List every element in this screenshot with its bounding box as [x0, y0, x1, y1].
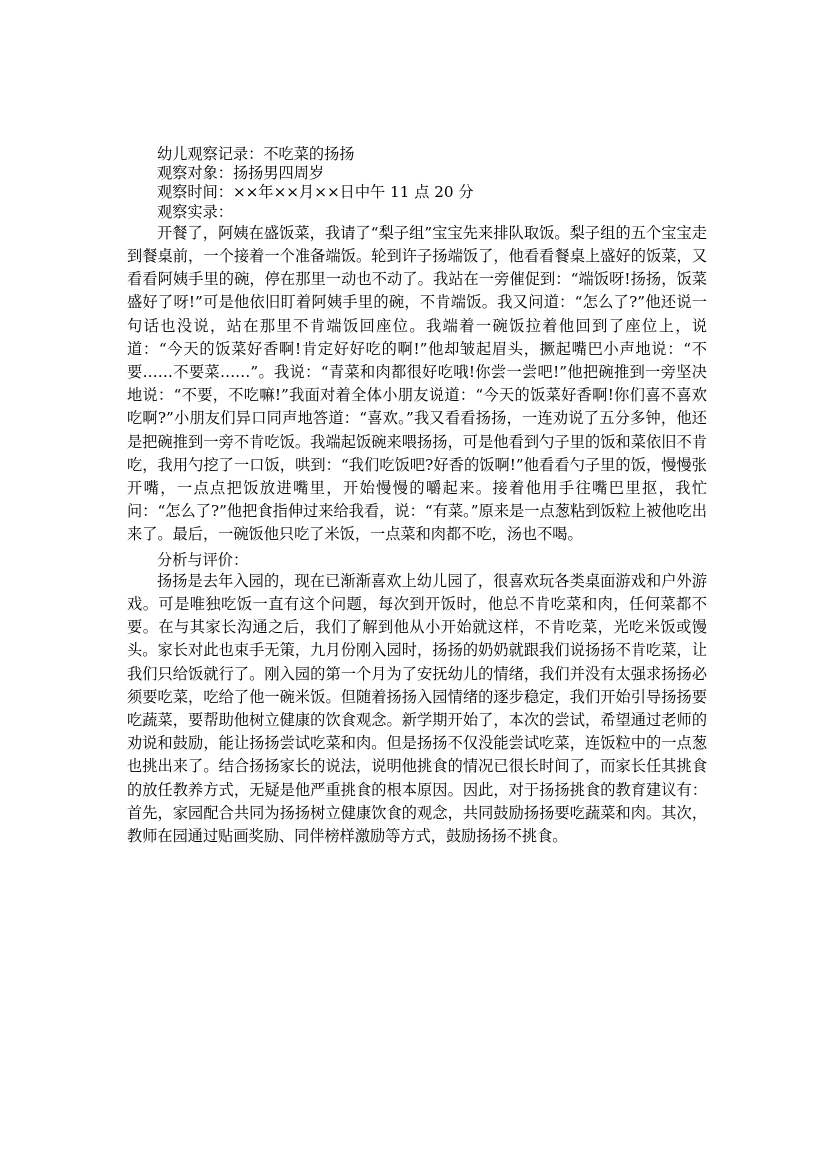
analysis-body: 扬扬是去年入园的，现在已渐渐喜欢上幼儿园了，很喜欢玩各类桌面游戏和户外游戏。可是唯独吃饭一直有这个问题，每次到开饭时，他总不肯吃菜和肉，任何菜都不要。在与其家长沟通之后，我们了解到他从小开始就这样，不肯吃菜，光吃米饭或馒头。家长对此也束手无策，九月份刚入园时，扬扬的奶奶就跟我们说扬扬不肯吃菜，让我们只给饭就行了。刚入园的第一个月为了安抚幼儿的情绪，我们并没有太强求扬扬必须要吃菜，吃给了他一碗米饭。但随着扬扬入园情绪的逐步稳定，我们开始引导扬扬要吃蔬菜，要帮助他树立健康的饮食观念。新学期开始了，本次的尝试，希望通过老师的劝说和鼓励，能让扬扬尝试吃菜和肉。但是扬扬不仅没能尝试吃菜，连饭粒中的一点葱也挑出来了。结合扬扬家长的说法，说明他挑食的情况已很长时间了，而家长任其挑食的放任教养方式，无疑是他严重挑食的根本原因。因此，对于扬扬挑食的教育建议有：首先，家园配合共同为扬扬树立健康饮食的观念，共同鼓励扬扬要吃蔬菜和肉。其次，教师在园通过贴画奖励、同伴榜样激励等方式，鼓励扬扬不挑食。	[127, 571, 707, 846]
document-title: 幼儿观察记录：不吃菜的扬扬	[157, 145, 355, 163]
record-heading: 观察实录：	[157, 202, 233, 221]
observation-subject: 观察对象：扬扬男四周岁	[157, 164, 325, 183]
document-page	[127, 145, 707, 848]
analysis-heading: 分析与评价：	[157, 550, 249, 569]
observation-time: 观察时间：××年××月××日中午 11 点 20 分	[157, 183, 474, 202]
record-body: 开餐了，阿姨在盛饭菜，我请了“梨子组”宝宝先来排队取饭。梨子组的五个宝宝走到餐桌前，一个接着一个准备端饭。轮到许子扬端饭了，他看看餐桌上盛好的饭菜，又看看阿姨手里的碗，停在那里一动也不动了。我站在一旁催促到：“端饭呀!扬扬，饭菜盛好了呀!”可是他依旧盯着阿姨手里的碗，不肯端饭。我又问道：“怎么了?”他还说一句话也没说，站在那里不肯端饭回座位。我端着一碗饭拉着他回到了座位上，说道：“今天的饭菜好香啊!肯定好好吃的啊!”他却皱起眉头，撅起嘴巴小声地说：“不要……不要菜……”。我说：“青菜和肉都很好吃哦!你尝一尝吧!”他把碗推到一旁坚决地说：“不要，不吃嘛!”我面对着全体小朋友说道：“今天的饭菜好香啊!你们喜不喜欢吃啊?”小朋友们异口同声地答道：“喜欢。”我又看看扬扬，一连劝说了五分多钟，他还是把碗推到一旁不肯吃饭。我端起饭碗来喂扬扬，可是他看到勺子里的饭和菜依旧不肯吃，我用勺挖了一口饭，哄到：“我们吃饭吧?好香的饭啊!”他看看勺子里的饭，慢慢张开嘴，一点点把饭放进嘴里，开始慢慢的嚼起来。接着他用手往嘴巴里抠，我忙问：“怎么了?”他把食指伸过来给我看，说：“有菜。”原来是一点葱粘到饭粒上被他吃出来了。最后，一碗饭他只吃了米饭，一点菜和肉都不吃，汤也不喝。	[127, 223, 707, 544]
